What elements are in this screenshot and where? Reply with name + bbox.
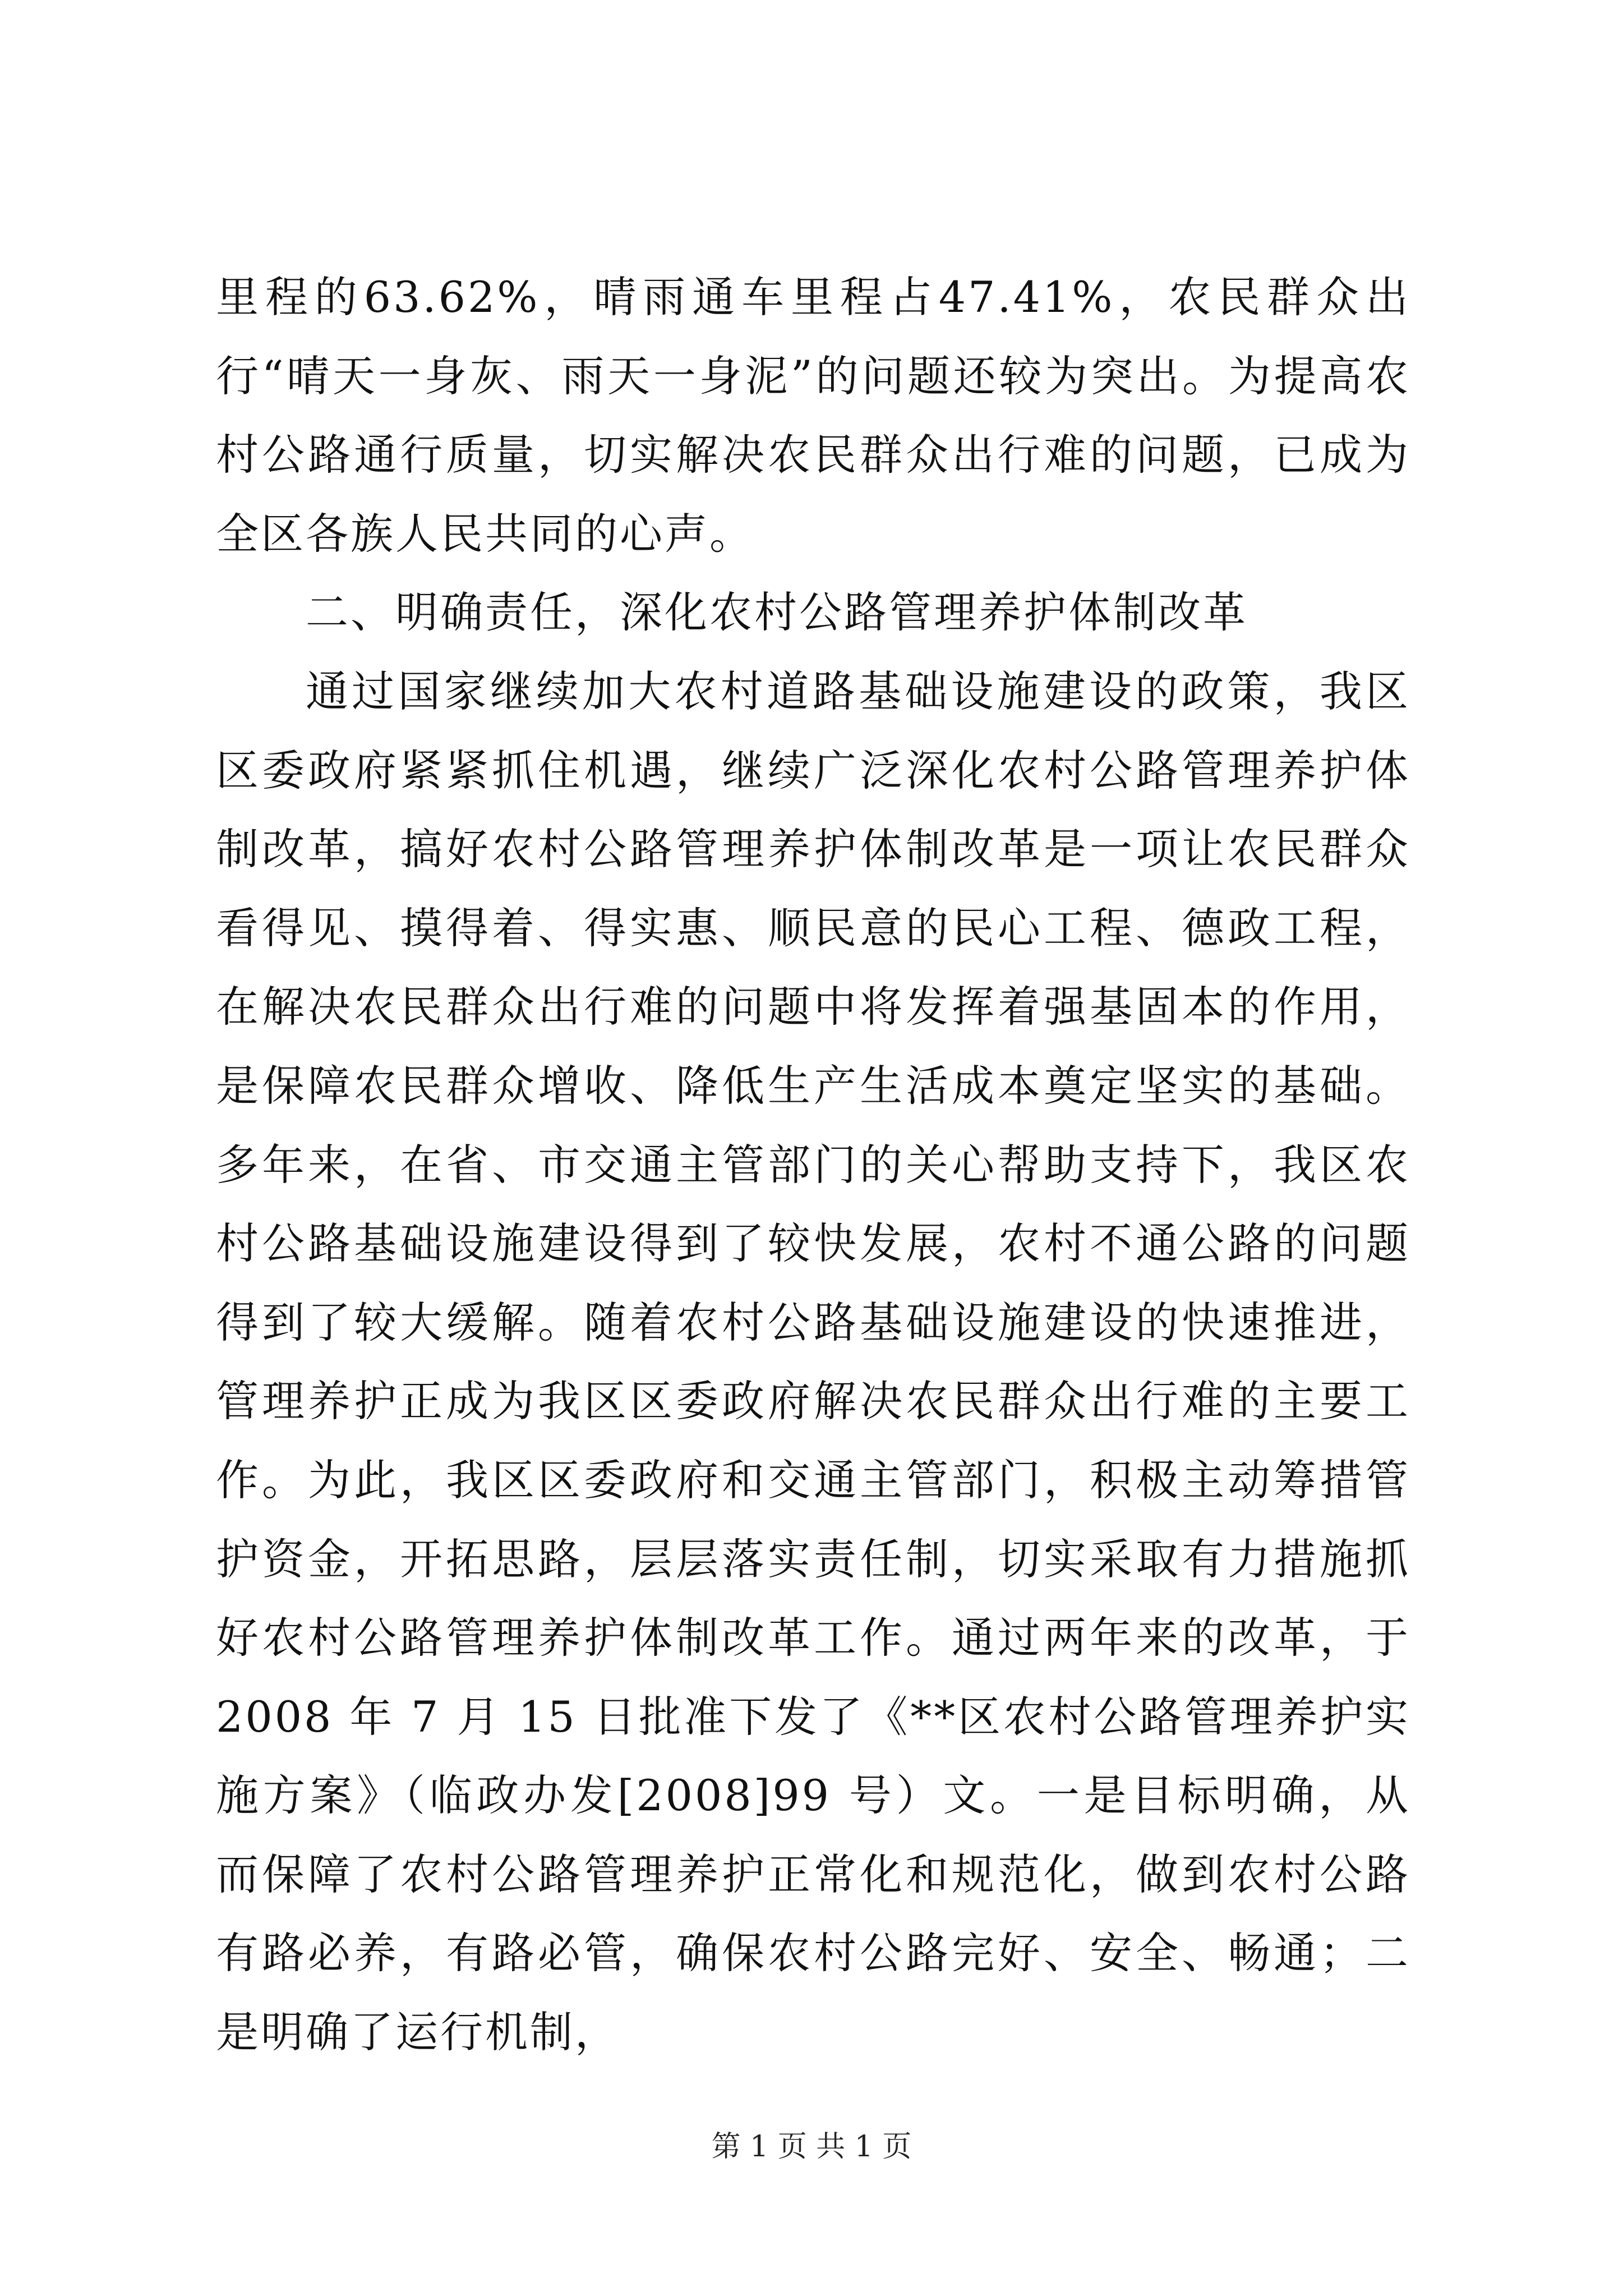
paragraph-body: 通过国家继续加大农村道路基础设施建设的政策，我区区委政府紧紧抓住机遇，继续广泛深化农村公路管理养护体制改革，搞好农村公路管理养护体制改革是一项让农民群众看得见、摸得着、得实惠、顺民意的民心工程、德政工程，在解决农民群众出行难的问题中将发挥着强基固本的作用，是保障农民群众增收、降低生产生活成本奠定坚实的基础。多年来，在省、市交通主管部门的关心帮助支持下，我区农村公路基础设施建设得到了较快发展，农村不通公路的问题得到了较大缓解。随着农村公路基础设施建设的快速推进，管理养护正成为我区区委政府解决农民群众出行难的主要工作。为此，我区区委政府和交通主管部门，积极主动筹措管护资金，开拓思路，层层落实责任制，切实采取有力措施抓好农村公路管理养护体制改革工作。通过两年来的改革，于 2008 年 7 月 15 日批准下发了《**区农村公路管理养护实施方案》（临政办发[2008]99 号）文。一是目标明确，从而保障了农村公路管理养护正常化和规范化，做到农村公路有路必养，有路必管，确保农村公路完好、安全、畅通；二是明确了运行机制，: [216, 666, 1410, 2058]
body-text: [216, 258, 1410, 2072]
paragraph-continuation: 里程的63.62%，晴雨通车里程占47.41%，农民群众出行“晴天一身灰、雨天一身泥”的问题还较为突出。为提高农村公路通行质量，切实解决农民群众出行难的问题，已成为全区各族人民共同的心声。: [216, 272, 1410, 559]
page-footer: 第 1 页 共 1 页: [711, 2130, 912, 2164]
section-heading: 二、明确责任，深化农村公路管理养护体制改革: [306, 587, 1248, 638]
